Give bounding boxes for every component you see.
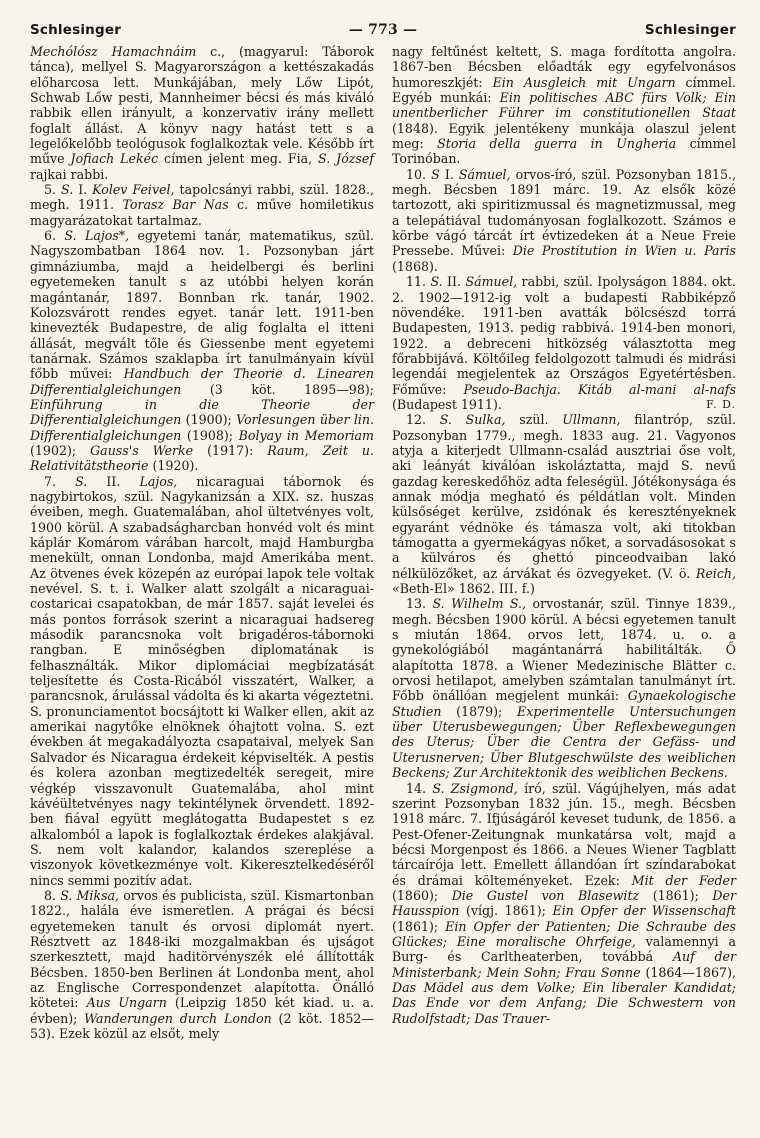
text-segment: egyetemi tanár, matematikus, szül. Nagyszombatban 1864 nov. 1. Pozsonyban járt gimnáziumba, majd a heidelbergi és berlini egyetemeken tanult s az utóbbi helyen korán magántanár, 1897. Bonnban rk. tanár, 1902. Kolozsvárott rendes egyet. tanár lett. 1911-ben kinevezték Budapestre, de alig foglalta el itteni állását, megvált tőle és Giessenbe ment egyetemi tanárnak. Számos szaklapba írt tanulmányain kívül főbb művei: <box>30 228 374 382</box>
italic-text: Handbuch der Theorie d. Linearen Differentialgleichungen <box>30 366 374 397</box>
italic-text: Storia della guerra in Ungheria <box>437 136 677 152</box>
italic-text: Einführung in die Theorie der Differentialgleichungen <box>30 396 374 428</box>
entry-paragraph <box>30 474 374 888</box>
italic-text: S. Miksa, <box>60 887 120 903</box>
text-segment: 5. <box>44 182 62 198</box>
italic-text: Gynaekologische Studien <box>392 688 736 719</box>
italic-text: Reich, <box>695 565 736 581</box>
text-segment: «Beth-El» 1862. III. f.) <box>392 581 535 597</box>
text-segment: 11. <box>406 274 431 290</box>
text-segment: valamennyi a Burg- és Carltheaterben, továbbá <box>392 933 736 965</box>
italic-text: Mechólósz Hamachnáim <box>30 44 197 59</box>
italic-text: Ein politisches ABC fürs Volk; Ein unentberlicher Führer im constitutionellen Staat <box>392 90 736 121</box>
left-column <box>30 44 374 1041</box>
text-segment: 7. <box>44 473 76 489</box>
text-segment: (2 köt. 1852—53). Ezek közül az elsőt, mely <box>30 1010 374 1041</box>
header-right-name: Schlesinger <box>644 22 736 38</box>
entry-paragraph <box>392 44 736 167</box>
text-segment: nagy feltűnést keltett, S. maga fordította angolra. 1867-ben Bécsben előadták egy egyfelvonásos humoreszkjét: <box>392 44 736 90</box>
text-segment: (1917): <box>193 442 268 458</box>
entry-paragraph <box>30 182 374 228</box>
italic-text: S. Wilhelm S., <box>432 596 527 612</box>
italic-text: Ein Opfer der Patienten; Die Schraube des Glückes; Eine moralische Ohrfeige, <box>392 918 736 949</box>
entry-paragraph <box>30 888 374 1041</box>
page-number: — 773 — <box>348 22 418 38</box>
italic-text: Aus Ungarn <box>86 995 167 1011</box>
entry-paragraph <box>392 781 736 1027</box>
text-segment: (3 köt. 1895—98); <box>181 381 374 397</box>
italic-text: S. <box>430 274 443 290</box>
italic-text: Raum, Zeit u. Relativitätstheorie <box>30 442 375 474</box>
right-column <box>392 44 736 1026</box>
text-segment: c. műve homiletikus magyarázatokat tartalmaz. <box>30 197 374 228</box>
text-columns <box>30 44 736 1041</box>
text-segment: (1864—1867), <box>640 964 736 980</box>
text-segment: filantróp, szül. Pozsonyban 1779., megh. 1833 aug. 21. Vagyonos atyja a kiterjedt Ullmann-család ausztriai őse volt, aki leányát kiválóan iskoláztatta, majd S. nevű gazdag kereskedőhöz adta feleségül. Jótékonysága és annak módja megható és példátlan volt. Minden külsőséget kerülve, zsidónak és keresztényeknek egyaránt védnöke és támasza volt, aki titokban támogatta a gyermekágyas nőket, a sorvadásosokat s a külváros és ghettó pinceodvaiban lakó nélkülözőket, az árvákat és özvegyeket. (V. ö. <box>392 412 736 581</box>
italic-text: Mit der Feder <box>631 872 736 888</box>
entry-paragraph <box>30 44 374 182</box>
italic-text: S. <box>61 182 74 198</box>
italic-text: Die Prostitution in Wien u. Paris <box>512 243 736 259</box>
italic-text: S. Sulka, <box>439 412 506 428</box>
text-segment: 8. <box>44 887 61 903</box>
text-segment: (1868). <box>392 258 438 274</box>
text-segment: 10. <box>406 166 432 182</box>
text-segment: I. <box>439 166 459 182</box>
entry-paragraph <box>392 596 736 780</box>
italic-text: S. Zsigmond, <box>432 780 518 796</box>
italic-text: S <box>431 166 440 182</box>
text-segment: orvos és publicista, szül. Kismartonban 1822., halála éve ismeretlen. A prágai és bécsi egyetemeken tanult és orvosi diplomát nyert. Résztvett az 1848-iki mozgalmakban és ujságot szerkesztett, majd haditörvényszék elé állították Bécsben. 1850-ben Berlinen át Londonba ment, ahol az Englische Correspondenzet alapította. Önálló kötetei: <box>30 887 374 1011</box>
italic-text: Bolyay in Memoriam <box>238 427 374 443</box>
italic-text: Torasz Bar Nas <box>122 197 229 213</box>
text-segment: (1860); <box>392 887 452 903</box>
text-segment: (Leipzig 1850 két kiad. u. a. évben); <box>30 995 374 1026</box>
text-segment: (1908); <box>181 427 239 443</box>
text-segment: nicaraguai tábornok és nagybirtokos, szül. Nagykanizsán a XIX. sz. huszas éveiben, megh. Guatemalában, ahol ültetvényes volt, 1900 körül. A szabadságharcban honvéd volt és mint káplár Komárom várában harcolt, majd Hamburgba menekült, onnan Londonba, majd Amerikába ment. Az ötvenes évek közepén az európai lapok tele voltak nevével. S. t. i. Walker alatt szolgált a nicaraguai-costaricai csapatokban, de már 1857. saját levelei és más pontos források szerint a nicaraguai hadsereg második parancsnoka volt brigadéros-tábornoki rangban. E minőségben diplomatának is felhasználták. Mikor diplomáciai megbízatását teljesítette és Costa-Ricából visszatért, Walker, a parancsnok, árulással vádolta és ki akarta végeztetni. S. pronunciamentot bocsájtott ki Walker ellen, akit az amerikai nagytőke elnöknek óhajtott volna. S. ezt években át megakadályozta csapataival, melyek San Salvador és Nicaragua érdekeit képviselték. A pestis és kolera azonban megtizedelték seregeit, mire végkép visszavonult Guatemalába, ahol mint kávéültetvényes nagy tekintélynek örvendett. 1892-ben fiával együtt meglátogatta Budapestet s ez alkalomból a lapok is foglalkoztak érdekes alakjával. S. nem volt kalandor, kalandos szereplése a viszonyok következménye volt. Kikeresztelkedéséről nincs semmi pozitív adat. <box>30 473 374 888</box>
text-segment: II. <box>442 274 466 290</box>
italic-text: Lajos, <box>139 473 178 489</box>
text-segment: (1861); <box>392 918 446 934</box>
italic-text: Kolev Feivel, <box>92 182 175 198</box>
italic-text: Experimentelle Untersuchungen über Uterusbewegungen; Über Reflexbewegungen des Uterus; Über die Centra der Gefäss- und Uterusnerven; Über Blutgeschwülste des weiblichen Beckens; Zur Architektonik des weiblichen Beckens. <box>392 703 736 781</box>
running-header <box>30 22 736 38</box>
text-segment: címen jelent meg. Fia, <box>158 151 319 167</box>
text-segment: író, szül. Vágújhelyen, más adat szerint Pozsonyban 1832 jún. 15., megh. Bécsben 1918 márc. 7. Ifjúságáról keveset tudunk, de 1856. a Pest-Ofener-Zeitungnak munkatársa volt, majd a bécsi Morgenpost és 1866. a Neues Wiener Tagblatt tárcaírója lett. Emellett állandóan írt színdarabokat és drámai költeményeket. Ezek: <box>392 780 736 888</box>
text-segment: 12. <box>406 412 440 428</box>
italic-text: Ullmann, <box>562 412 621 428</box>
entry-paragraph <box>392 274 736 412</box>
italic-text: Der Hausspion <box>392 887 736 919</box>
italic-text: Die Gustel von Blasewitz <box>451 887 640 903</box>
italic-text: Das Mädel aus dem Volke; Ein liberaler Kandidat; Das Ende vor dem Anfang; Die Schwestern von Rudolfstadt; Das Trauer- <box>392 979 736 1026</box>
entry-paragraph <box>30 228 374 474</box>
text-segment: tapolcsányi rabbi, szül. 1828., megh. 1911. <box>30 182 375 213</box>
italic-text: S. József <box>318 151 374 167</box>
italic-text: Vorlesungen über lin. Differentialgleichungen <box>30 412 374 443</box>
italic-text: Wanderungen durch London <box>84 1010 272 1026</box>
author-signature: F. D. <box>706 397 736 411</box>
text-segment: (1848). Egyik jelentékeny munkája olaszul jelent meg: <box>392 120 736 152</box>
text-segment: (1920). <box>148 458 199 474</box>
entry-paragraph <box>392 167 736 274</box>
text-segment: (vígj. 1861); <box>459 903 553 919</box>
text-segment: (1861); <box>639 887 713 903</box>
entry-paragraph <box>392 412 736 596</box>
text-segment: 14. <box>406 780 433 796</box>
text-segment: címmel. Egyéb munkái: <box>392 74 737 106</box>
text-segment: 6. <box>44 228 65 244</box>
italic-text: Ein Opfer der Wissenschaft <box>552 903 736 919</box>
text-segment: II. <box>87 473 140 489</box>
text-segment: 13. <box>406 596 433 612</box>
text-segment: I. <box>73 182 93 198</box>
text-segment: orvos-író, szül. Pozsonyban 1815., megh. Bécsben 1891 márc. 19. Az elsők közé tartozott, aki spiritizmussal és magnetizmussal, meg a telepátiával tudományosan foglalkozott. Számos e körbe vágó tárcát írt évtizedeken át a Neue Freie Pressebe. Művei: <box>392 166 736 259</box>
text-segment: (1879); <box>441 703 518 719</box>
header-left-name: Schlesinger <box>30 22 122 38</box>
text-segment: (1902); <box>30 442 91 458</box>
italic-text: Ein Ausgleich mit Ungarn <box>492 74 676 90</box>
text-segment: címmel Torinóban. <box>392 136 737 167</box>
italic-text: S. <box>75 473 88 489</box>
text-segment: c., (magyarul: Táborok tánca), mellyel S. Magyarországon a kettészakadás előharcosa lett. Munkájában, mely Lőw Lipót, Schwab Lőw pesti, Mannheimer bécsi és más kiváló rabbik ellen irányult, a konzervativ irány mellett foglalt állást. A könyv nagy hatást tett s a legelőkelőbb teológusok foglalkoztak vele. Később írt műve <box>30 44 375 167</box>
text-segment: szül. <box>505 412 563 428</box>
text-segment: (1900); <box>181 412 237 428</box>
text-segment: rabbi, szül. Ipolyságon 1884. okt. 2. 1902—1912-ig volt a budapesti Rabbiképző növendéke. 1911-ben avatták bölcsészd torrá Budapesten, 1913. pedig rabbivá. 1914-ben monori, 1922. a debreceni hitközség választotta meg főrabbijává. Költőileg feldolgozott talmudi és midrási legendái megjelentek az Országos Egyetértésben. Főműve: <box>392 274 736 397</box>
italic-text: S. Lajos*, <box>64 228 130 244</box>
text-segment: orvostanár, szül. Tinnye 1839., megh. Bécsben 1900 körül. A bécsi egyetemen tanult s miután 1864. orvos lett, 1874. u. o. a gynekológiából magántanárrá habilitálták. Ő alapította 1878. a Wiener Medezinische Blätter c. orvosi hetilapot, amelyben számtalan tanulmányt írt. Főbb önállóan megjelent munkái: <box>392 596 736 704</box>
text-segment: rajkai rabbi. <box>30 166 109 182</box>
italic-text: Sámuel, <box>458 166 511 182</box>
text-segment: (Budapest 1911). <box>392 396 502 412</box>
italic-text: Auf der Ministerbank; Mein Sohn; Frau Sonne <box>392 949 736 980</box>
italic-text: Sámuel, <box>465 274 518 290</box>
italic-text: Pseudo-Bachja. Kitáb al-mani al-nafs <box>463 381 736 397</box>
italic-text: Jofiach Lekéc <box>70 151 159 167</box>
italic-text: Gauss's Werke <box>90 442 194 458</box>
